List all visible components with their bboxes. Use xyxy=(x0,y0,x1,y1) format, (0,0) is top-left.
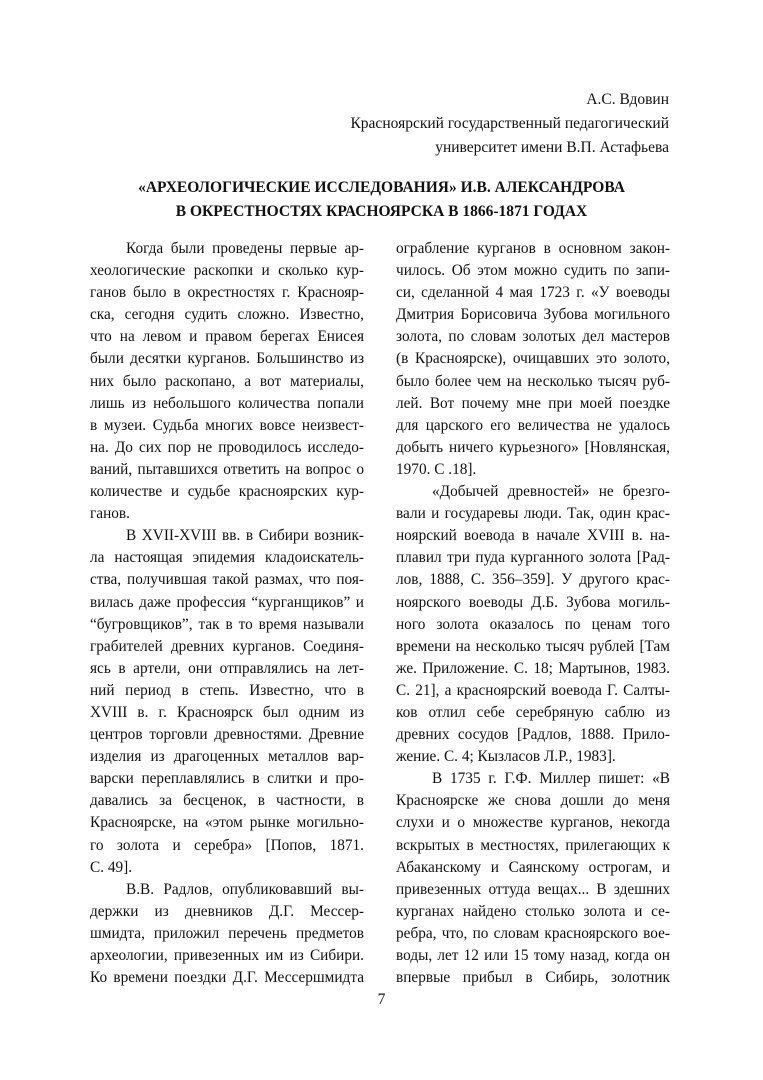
text-line: Ко времени поездки Д.Г. Мессершмидта xyxy=(90,969,364,987)
text-line: лей. Вот почему мне при моей поездке xyxy=(396,394,670,412)
text-line: давались за бесценок, в частности, в xyxy=(90,792,364,810)
page-number: 7 xyxy=(377,991,386,1008)
affiliation-line-2: университет имени В.П. Астафьева xyxy=(435,139,669,156)
text-line: ний период в степь. Известно, что в xyxy=(90,681,364,699)
text-line: добыть ничего курьезного» [Новлянская, xyxy=(396,438,670,456)
text-line: ограбление курганов в основном закон- xyxy=(396,240,670,257)
title-line-2: В ОКРЕСТНОСТЯХ КРАСНОЯРСКА В 1866-1871 ГОДАХ xyxy=(175,203,588,220)
text-line: археологии, привезенных им из Сибири. xyxy=(90,947,364,964)
text-line: них было раскопано, а вот материалы, xyxy=(90,372,364,390)
text-line: количестве и судьбе красноярских кур- xyxy=(90,483,364,501)
text-line: XVIII в. г. Красноярск был одним из xyxy=(90,703,364,721)
text-line: золота, по словам золотых дел мастеров xyxy=(396,328,670,346)
text-line: же. Приложение. С. 18; Мартынов, 1983. xyxy=(396,659,670,677)
text-line: чилось. Об этом можно судить по запи- xyxy=(396,262,670,280)
text-line: Когда были проведены первые ар- xyxy=(126,240,364,257)
text-line: Дмитрия Борисовича Зубова могильного xyxy=(396,306,670,324)
text-line: го золота и серебра» [Попов, 1871. xyxy=(90,836,364,854)
text-line: курганах найдено столько золота и се- xyxy=(396,902,670,920)
text-line: ства, получившая такой размах, что поя- xyxy=(90,571,364,589)
title-line-1: «АРХЕОЛОГИЧЕСКИЕ ИССЛЕДОВАНИЯ» И.В. АЛЕКСАНДРОВА xyxy=(138,179,625,196)
text-line: 1970. С .18]. xyxy=(396,460,477,478)
text-line: воды, лет 12 или 15 тому назад, когда он xyxy=(396,947,670,964)
text-line: были десятки курганов. Большинство из xyxy=(90,350,364,368)
text-line: ганов. xyxy=(90,505,130,523)
text-line: «Добычей древностей» не брезго- xyxy=(432,483,670,501)
text-line: ла настоящая эпидемия кладоискатель- xyxy=(90,549,364,567)
text-line: в музеи. Судьба многих вовсе неизвест- xyxy=(90,416,364,434)
author-block xyxy=(350,88,669,160)
text-line: грабителей древних курганов. Соединя- xyxy=(90,637,364,655)
text-line: изделия из драгоценных металлов вар- xyxy=(90,748,364,766)
text-line: В XVII-XVIII вв. в Сибири возник- xyxy=(126,527,364,545)
text-line: впервые прибыл в Сибирь, золотник xyxy=(396,969,670,987)
text-line: ноярского воеводы Д.Б. Зубова могиль- xyxy=(396,593,670,611)
text-line: вскрытых в местностях, прилегающих к xyxy=(396,836,670,854)
text-line: ганов было в окрестностях г. Краснояр- xyxy=(90,284,364,302)
text-line: ясь в артели, они отправлялись на лет- xyxy=(90,659,364,677)
text-line: ваний, пытавшихся ответить на вопрос о xyxy=(90,460,364,478)
text-line: вали и государевы люди. Так, один крас- xyxy=(396,505,670,523)
text-line: центров торговли древностями. Древние xyxy=(90,726,364,744)
text-line: древних сосудов [Радлов, 1888. Прило- xyxy=(396,726,670,744)
affiliation-line-1: Красноярский государственный педагогический xyxy=(350,115,669,132)
text-line: ков отлил себе серебряную саблю из xyxy=(396,703,670,721)
text-line: си, сделанной 4 мая 1723 г. «У воеводы xyxy=(396,284,670,302)
text-line: жение. С. 4; Кызласов Л.Р., 1983]. xyxy=(396,748,616,766)
text-line: времени на несколько тысяч рублей [Там xyxy=(396,637,670,655)
text-line: ска, сегодня судить сложно. Известно, xyxy=(90,306,364,324)
text-line: что на левом и правом берегах Енисея xyxy=(90,328,364,346)
text-line: Красноярске же снова дошли до меня xyxy=(396,792,670,810)
text-line: держки из дневников Д.Г. Мессер- xyxy=(90,902,364,920)
left-column xyxy=(90,238,364,989)
text-line: Абаканскому и Саянскому острогам, и xyxy=(396,858,670,876)
text-line: В.В. Радлов, опубликовавший вы- xyxy=(126,880,364,898)
text-line: ноярский воевода в начале XVIII в. на- xyxy=(396,527,670,545)
text-line: ного золота оказалось по ценам того xyxy=(396,615,670,633)
text-line: было более чем на несколько тысяч руб- xyxy=(396,372,670,390)
article-title xyxy=(0,176,763,224)
text-line: лишь из небольшого количества попали xyxy=(90,394,364,412)
text-line: хеологические раскопки и сколько кур- xyxy=(90,262,364,280)
text-line: В 1735 г. Г.Ф. Миллер пишет: «В xyxy=(432,770,670,788)
text-line: слухи и о множестве курганов, некогда xyxy=(396,814,670,832)
author-name: А.С. Вдовин xyxy=(586,91,669,108)
text-line: шмидта, приложил перечень предметов xyxy=(90,924,364,942)
text-line: ребра, что, по словам красноярского вое- xyxy=(396,924,670,942)
right-column xyxy=(396,238,670,989)
text-line: на. До сих пор не проводилось исследо- xyxy=(90,438,364,456)
text-line: С. 49]. xyxy=(90,858,133,876)
text-line: лов, 1888, С. 356–359]. У другого крас- xyxy=(396,571,670,589)
text-line: Красноярске, на «этом рынке могильно- xyxy=(90,814,364,832)
text-line: для царского его величества не удалось xyxy=(396,416,670,434)
text-line: С. 21], а красноярский воевода Г. Салты- xyxy=(396,681,670,699)
text-line: плавил три пуда курганного золота [Рад- xyxy=(396,549,670,567)
text-line: варски переплавлялись в слитки и про- xyxy=(90,770,364,788)
text-line: (в Красноярске), очищавших это золото, xyxy=(396,350,670,368)
text-line: “бугровщиков”, так в то время называли xyxy=(90,615,364,633)
text-line: привезенных оттуда вещах... В здешних xyxy=(396,880,670,898)
text-line: вилась даже профессия “курганщиков” и xyxy=(90,593,364,611)
